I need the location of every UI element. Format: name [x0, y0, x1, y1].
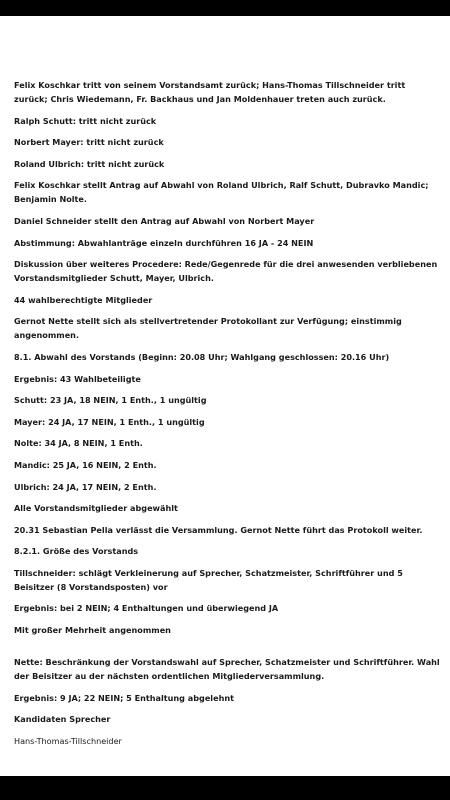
result-mayer: Mayer: 24 JA, 17 NEIN, 1 Enth., 1 ungültig [14, 416, 205, 427]
paragraph-proposal-result: Ergebnis: bei 2 NEIN; 4 Enthaltungen und überwiegend JA [14, 603, 279, 614]
section-heading-8-1: 8.1. Abwahl des Vorstands (Beginn: 20.08 Uhr; Wahlgang geschlossen: 20.16 Uhr) [14, 351, 390, 362]
paragraph-deputy-recorder: Gernot Nette stellt sich als stellvertretender Protokollant zur Verfügung; einstimmig angenommen. [14, 316, 402, 341]
paragraph-pella-leaves: 20.31 Sebastian Pella verlässt die Versammlung. Gernot Nette führt das Protokoll weiter. [14, 524, 423, 535]
paragraph-nette-proposal: Nette: Beschränkung der Vorstandswahl auf Sprecher, Schatzmeister und Schriftführer. Wahl der Beisitzer au der nächsten ordentlichen Mitgliederversammlung. [14, 657, 440, 682]
paragraph-tillschneider-proposal: Tillschneider: schlägt Verkleinerung auf Sprecher, Schatzmeister, Schriftführer und 5 Beisitzer (8 Vorstandsposten) vor [14, 567, 403, 592]
section-heading-8-2-1: 8.2.1. Größe des Vorstands [14, 546, 139, 557]
paragraph-all-removed: Alle Vorstandsmitglieder abgewählt [14, 503, 178, 514]
paragraph-resignations: Felix Koschkar tritt von seinem Vorstandsamt zurück; Hans-Thomas Tillschneider tritt zurück; Chris Wiedemann, Fr. Backhaus und Jan Moldenhauer treten auch zurück. [14, 80, 406, 104]
paragraph-discussion: Diskussion über weiteres Procedere: Rede/Gegenrede für die drei anwesenden verbliebenen Vorstandsmitglieder Schutt, Mayer, Ulbrich. [14, 259, 438, 284]
document-page [0, 16, 450, 776]
paragraph-mayer-statement: Norbert Mayer: tritt nicht zurück [14, 137, 164, 148]
paragraph-candidates-speaker: Kandidaten Sprecher [14, 714, 111, 725]
result-schutt: Schutt: 23 JA, 18 NEIN, 1 Enth., 1 ungültig [14, 395, 207, 406]
minutes-text [14, 78, 440, 755]
paragraph-turnout: Ergebnis: 43 Wahlbeteiligte [14, 373, 141, 384]
result-mandic: Mandic: 25 JA, 16 NEIN, 2 Enth. [14, 459, 157, 470]
paragraph-schutt-statement: Ralph Schutt: tritt nicht zurück [14, 115, 157, 126]
result-nolte: Nolte: 34 JA, 8 NEIN, 1 Enth. [14, 438, 143, 449]
top-black-bar [0, 0, 450, 16]
paragraph-vote-procedure: Abstimmung: Abwahlanträge einzeln durchführen 16 JA - 24 NEIN [14, 237, 314, 248]
bottom-black-bar [0, 776, 450, 800]
paragraph-candidate-name: Hans-Thomas-Tillschneider [14, 735, 122, 746]
result-ulbrich: Ulbrich: 24 JA, 17 NEIN, 2 Enth. [14, 481, 157, 492]
paragraph-accepted: Mit großer Mehrheit angenommen [14, 625, 171, 636]
paragraph-schneider-motion: Daniel Schneider stellt den Antrag auf Abwahl von Norbert Mayer [14, 215, 315, 226]
paragraph-koschkar-motion: Felix Koschkar stellt Antrag auf Abwahl von Roland Ulbrich, Ralf Schutt, Dubravko Mandic; Benjamin Nolte. [14, 180, 429, 205]
paragraph-nette-result: Ergebnis: 9 JA; 22 NEIN; 5 Enthaltung abgelehnt [14, 692, 234, 703]
paragraph-eligible-members: 44 wahlberechtigte Mitglieder [14, 294, 153, 305]
paragraph-ulbrich-statement: Roland Ulbrich: tritt nicht zurück [14, 158, 165, 169]
